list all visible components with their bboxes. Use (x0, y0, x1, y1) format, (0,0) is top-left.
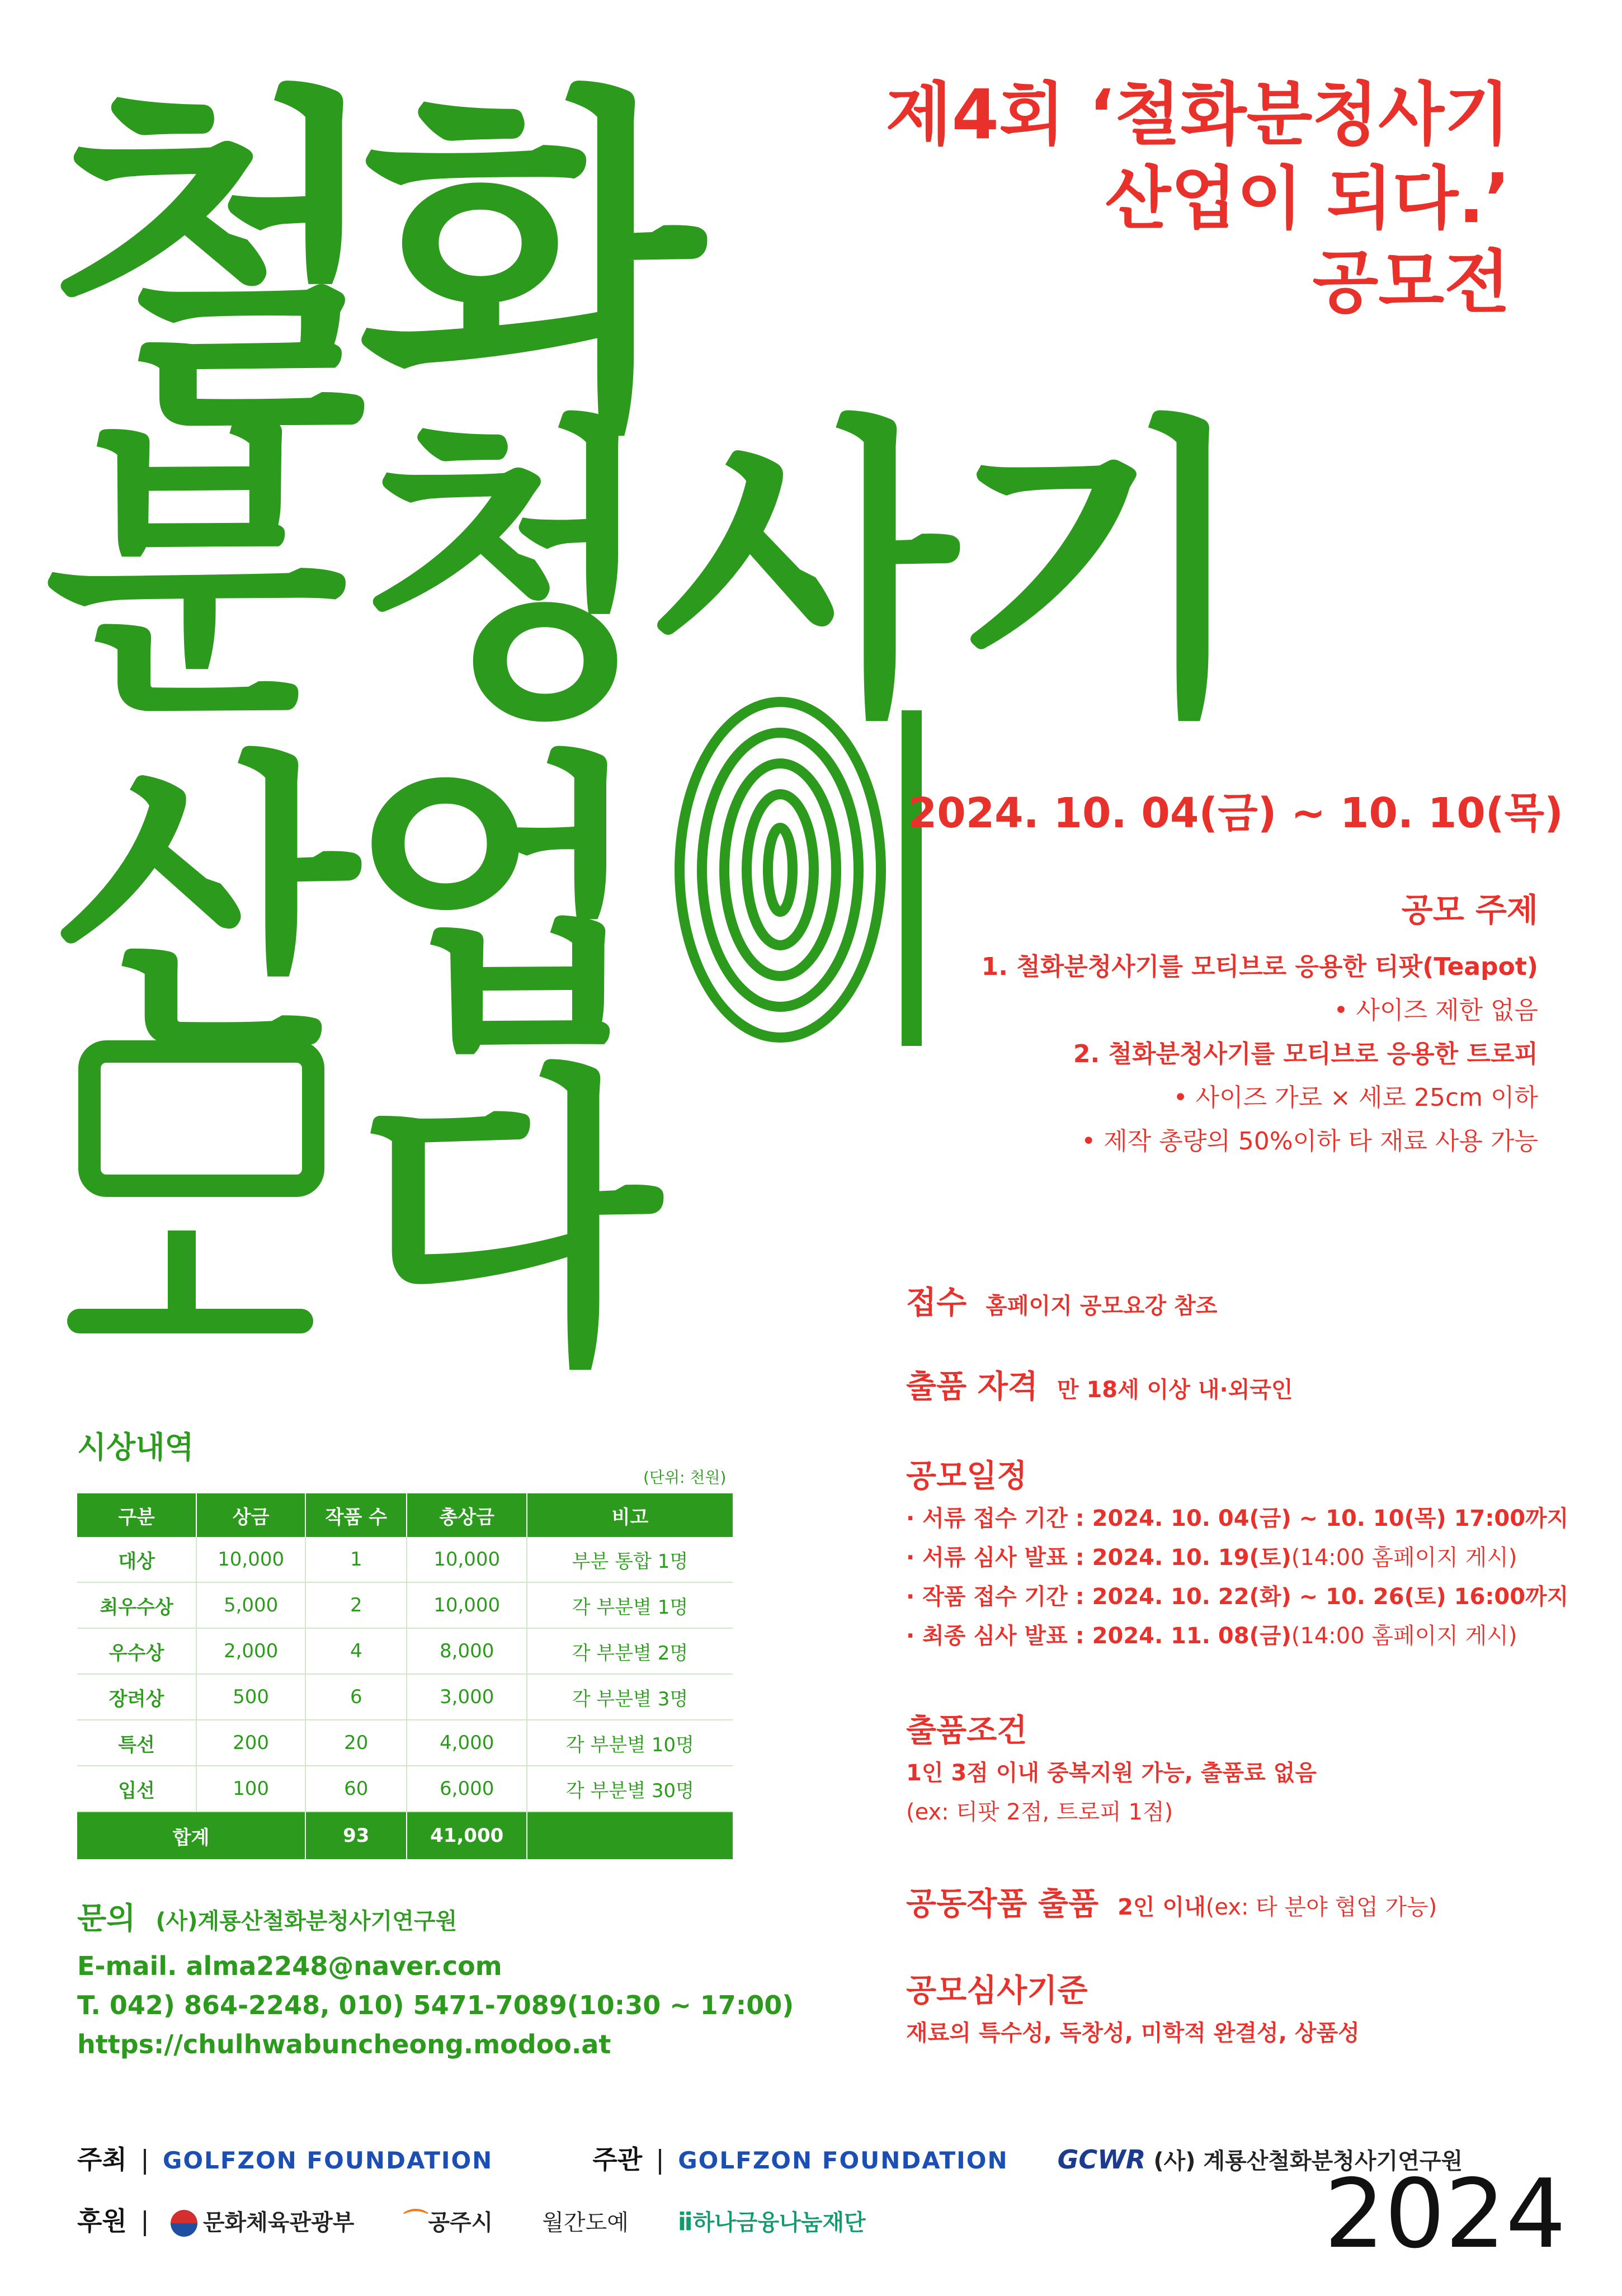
big-title-char: 업 (347, 728, 649, 1092)
eligibility-value: 만 18세 이상 내·외국인 (1057, 1377, 1293, 1403)
footer-hosts (77, 2139, 1475, 2176)
divider (144, 2149, 146, 2175)
golfzon-foundation-logo: GOLFZON FOUNDATION (162, 2147, 493, 2174)
joint-value: 2인 이내 (1118, 1894, 1206, 1920)
gcwr-name: (사) 계룡산철화분청사기연구원 (1153, 2148, 1463, 2174)
contact-email[interactable]: E-mail. alma2248@naver.com (77, 1951, 502, 1981)
bottom-row-graphic (67, 1041, 666, 1398)
sponsor-gongju: 공주시 (428, 2210, 493, 2236)
criteria-section (906, 1969, 1577, 2053)
table-header-row (77, 1493, 733, 1537)
theme-item: 1. 철화분청사기를 모티브로 응용한 티팟(Teapot) (981, 953, 1538, 981)
schedule-label: 공모일정 (906, 1458, 1027, 1494)
table-row: 대상 10,000 1 10,000 부분 통합 1명 (77, 1537, 733, 1582)
contest-date-range: 2024. 10. 04(금) ~ 10. 10(목) (908, 789, 1563, 837)
conditions-label: 출품조건 (906, 1713, 1027, 1749)
host-label: 주최 (77, 2144, 127, 2175)
hana-icon: ⅱ (677, 2208, 693, 2236)
big-title-char: 기 (951, 392, 1253, 757)
reception-label: 접수 (906, 1285, 967, 1321)
organizer-label: 주관 (592, 2144, 643, 2175)
joint-label: 공동작품 출품 (906, 1886, 1099, 1922)
contact-phone: T. 042) 864-2248, 010) 5471-7089(10:30 ~ 17:00) (77, 1990, 794, 2020)
reception-section (906, 1281, 1577, 1326)
contact-org: (사)계룡산철화분청사기연구원 (155, 1908, 458, 1934)
theme-item: 2. 철화분청사기를 모티브로 응용한 트로피 (1073, 1040, 1538, 1068)
theme-sub: • 사이즈 제한 없음 (1333, 996, 1538, 1025)
headline-line: 산업이 되다.’ (1105, 159, 1510, 238)
schedule-section (906, 1454, 1577, 1656)
golfzon-foundation-logo: GOLFZON FOUNDATION (678, 2147, 1008, 2174)
awards-table (77, 1493, 733, 1859)
big-title-char: 분 (45, 392, 347, 757)
gcwr-logo: GCWR (1057, 2144, 1146, 2175)
big-title-char: 철 (45, 59, 391, 476)
sponsor-hana: 하나금융나눔재단 (692, 2210, 866, 2236)
divider (659, 2149, 661, 2175)
table-row: 최우수상 5,000 2 10,000 각 부분별 1명 (77, 1582, 733, 1628)
eligibility-label: 출품 자격 (906, 1369, 1038, 1405)
sponsor-monthly-ceramics: 월간도예 (542, 2210, 629, 2236)
table-row: 우수상 2,000 4 8,000 각 부분별 2명 (77, 1628, 733, 1674)
conditions-line: (ex: 티팟 2점, 트로피 1점) (906, 1799, 1173, 1825)
headline-line: 공모전 (1312, 243, 1510, 322)
joint-note: (ex: 타 분야 협업 가능) (1205, 1894, 1437, 1920)
divider (144, 2210, 146, 2236)
conditions-line: 1인 3점 이내 중복지원 가능, 출품료 없음 (906, 1760, 1317, 1786)
table-row: 입선 100 60 6,000 각 부분별 30명 (77, 1766, 733, 1812)
theme-list (643, 945, 1538, 1163)
year-label: 2024 (1324, 2159, 1566, 2270)
schedule-item: · 작품 접수 기간 : 2024. 10. 22(화) ~ 10. 26(토) 16:00까지 (906, 1584, 1569, 1610)
table-row: 특선 200 20 4,000 각 부분별 10명 (77, 1720, 733, 1766)
sponsor-mcst: 문화체육관광부 (202, 2210, 355, 2236)
conditions-section (906, 1709, 1577, 1832)
schedule-item: · 서류 심사 발표 : 2024. 10. 19(토)(14:00 홈페이지 게시) (906, 1545, 1517, 1571)
table-header: 구분 (77, 1493, 196, 1537)
criteria-label: 공모심사기준 (906, 1973, 1088, 2009)
big-title-char: 화 (358, 59, 704, 476)
table-header: 작품 수 (305, 1493, 407, 1537)
sponsor-label: 후원 (77, 2206, 127, 2236)
awards-title: 시상내역 (77, 1430, 194, 1465)
theme-sub: • 제작 총량의 50%이하 타 재료 사용 가능 (1081, 1127, 1538, 1156)
table-row: 장려상 500 6 3,000 각 부분별 3명 (77, 1674, 733, 1720)
criteria-value: 재료의 특수성, 독창성, 미학적 완결성, 상품성 (906, 2020, 1360, 2046)
awards-unit: (단위: 천원) (643, 1468, 727, 1487)
table-total-row: 합계 93 41,000 (77, 1812, 733, 1859)
big-title-char: 다 (358, 1041, 661, 1398)
table-header: 총상금 (407, 1493, 526, 1537)
footer-sponsors (77, 2201, 1475, 2238)
big-title-char: 청 (358, 392, 661, 757)
contest-headline (727, 73, 1510, 324)
headline-line: 제4회 ‘철화분청사기 (885, 75, 1510, 154)
theme-sub: • 사이즈 가로 × 세로 25cm 이하 (1173, 1083, 1538, 1112)
big-title-char: 산 (56, 728, 359, 1092)
eligibility-section (906, 1365, 1577, 1409)
contact-title: 문의 (사)계룡산철화분청사기연구원 (77, 1901, 458, 1936)
reception-value: 홈페이지 공모요강 참조 (986, 1293, 1218, 1319)
table-header: 상금 (196, 1493, 305, 1537)
big-title-char: 사 (654, 392, 957, 757)
joint-section (906, 1882, 1577, 1927)
schedule-item: · 최종 심사 발표 : 2024. 11. 08(금)(14:00 홈페이지 게시) (906, 1623, 1517, 1649)
schedule-item: · 서류 접수 기간 : 2024. 10. 04(금) ~ 10. 10(목) 17:00까지 (906, 1506, 1569, 1531)
taegeuk-icon (171, 2210, 197, 2237)
theme-title: 공모 주제 (1401, 891, 1538, 929)
contact-url[interactable]: https://chulhwabuncheong.modoo.at (77, 2029, 611, 2059)
gongju-icon: ⌒ (403, 2208, 428, 2236)
contact-section (77, 1893, 794, 2064)
table-header: 비고 (527, 1493, 733, 1537)
